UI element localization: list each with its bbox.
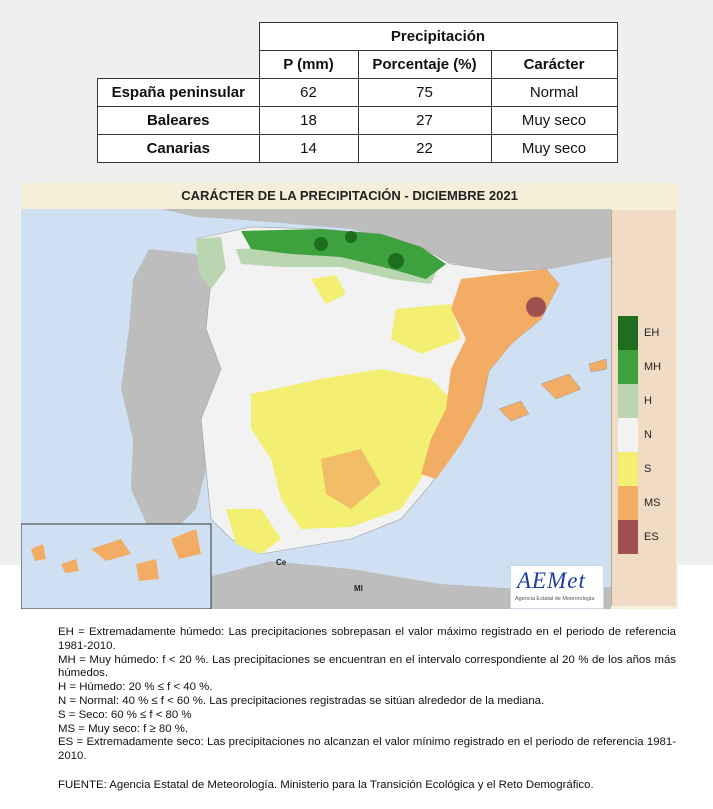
definition-n: N = Normal: 40 % ≤ f < 60 %. Las precipitaciones registradas se sitúan alrededor de la mediana. (58, 694, 545, 707)
row-label-canarias: Canarias (98, 135, 260, 163)
legend-swatch-n (618, 418, 638, 452)
category-definitions (58, 626, 676, 764)
aemet-logo-subtitle: Agencia Estatal de Meteorología (515, 596, 595, 602)
legend-swatch-eh (618, 316, 638, 350)
legend-label-ms: MS (644, 497, 661, 509)
row-label-peninsular: España peninsular (98, 79, 260, 107)
definition-h: H = Húmedo: 20 % ≤ f < 40 %. (58, 681, 213, 694)
zone-extremadamente-humedo (388, 253, 404, 269)
cell-p-mm: 62 (259, 79, 358, 107)
melilla-label: Ml (354, 584, 363, 593)
zone-extremadamente-seco (526, 297, 546, 317)
aemet-logo-text: AEMet (517, 568, 586, 593)
source-note: FUENTE: Agencia Estatal de Meteorología. Ministerio para la Transición Ecológica y el Reto Demográfico. (58, 779, 594, 791)
cell-p-mm: 14 (259, 135, 358, 163)
precipitation-table (97, 22, 618, 163)
cell-p-mm: 18 (259, 107, 358, 135)
table-corner-cell (98, 23, 260, 51)
legend-label-h: H (644, 395, 652, 407)
legend-swatch-mh (618, 350, 638, 384)
legend-label-s: S (644, 463, 652, 475)
legend-label-eh: EH (644, 327, 660, 339)
cell-character: Normal (491, 79, 617, 107)
legend-swatch-h (618, 384, 638, 418)
table-corner-cell (98, 51, 260, 79)
map-title: CARÁCTER DE LA PRECIPITACIÓN - DICIEMBRE 2021 (181, 188, 518, 203)
column-header-character: Carácter (491, 51, 617, 79)
table-group-header: Precipitación (259, 23, 617, 51)
cell-percent: 75 (358, 79, 491, 107)
map-legend (611, 210, 676, 606)
legend-swatch-es (618, 520, 638, 554)
zone-extremadamente-humedo (314, 237, 328, 251)
definition-mh: MH = Muy húmedo: f < 20 %. Las precipitaciones se encuentran en el intervalo correspondiente al 20 % de los años más húmedos. (58, 653, 676, 680)
column-header-percent: Porcentaje (%) (358, 51, 491, 79)
table-row (98, 107, 618, 135)
table-column-header-row (98, 51, 618, 79)
row-label-baleares: Baleares (98, 107, 260, 135)
precipitation-map (21, 183, 678, 609)
legend-swatch-ms (618, 486, 638, 520)
definition-ms: MS = Muy seco: f ≥ 80 %. (58, 722, 189, 735)
table-group-header-row (98, 23, 618, 51)
definition-s: S = Seco: 60 % ≤ f < 80 % (58, 708, 192, 721)
legend-label-mh: MH (644, 361, 662, 373)
cell-character: Muy seco (491, 135, 617, 163)
legend-label-n: N (644, 429, 652, 441)
zone-extremadamente-humedo (345, 231, 357, 243)
cell-percent: 22 (358, 135, 491, 163)
definition-es: ES = Extremadamente seco: Las precipitaciones no alcanzan el valor mínimo registrado en el periodo de referencia 1981-2010. (58, 736, 676, 763)
cell-percent: 27 (358, 107, 491, 135)
legend-label-es: ES (644, 531, 659, 543)
column-header-p-mm: P (mm) (259, 51, 358, 79)
definition-eh: EH = Extremadamente húmedo: Las precipitaciones sobrepasan el valor máximo registrado en el periodo de referencia 1981-2010. (58, 626, 676, 652)
aemet-logo (510, 565, 604, 609)
map-graphic (21, 209, 611, 609)
ceuta-label: Ce (276, 558, 287, 567)
cell-character: Muy seco (491, 107, 617, 135)
legend-swatch-s (618, 452, 638, 486)
table-row (98, 79, 618, 107)
table-row (98, 135, 618, 163)
